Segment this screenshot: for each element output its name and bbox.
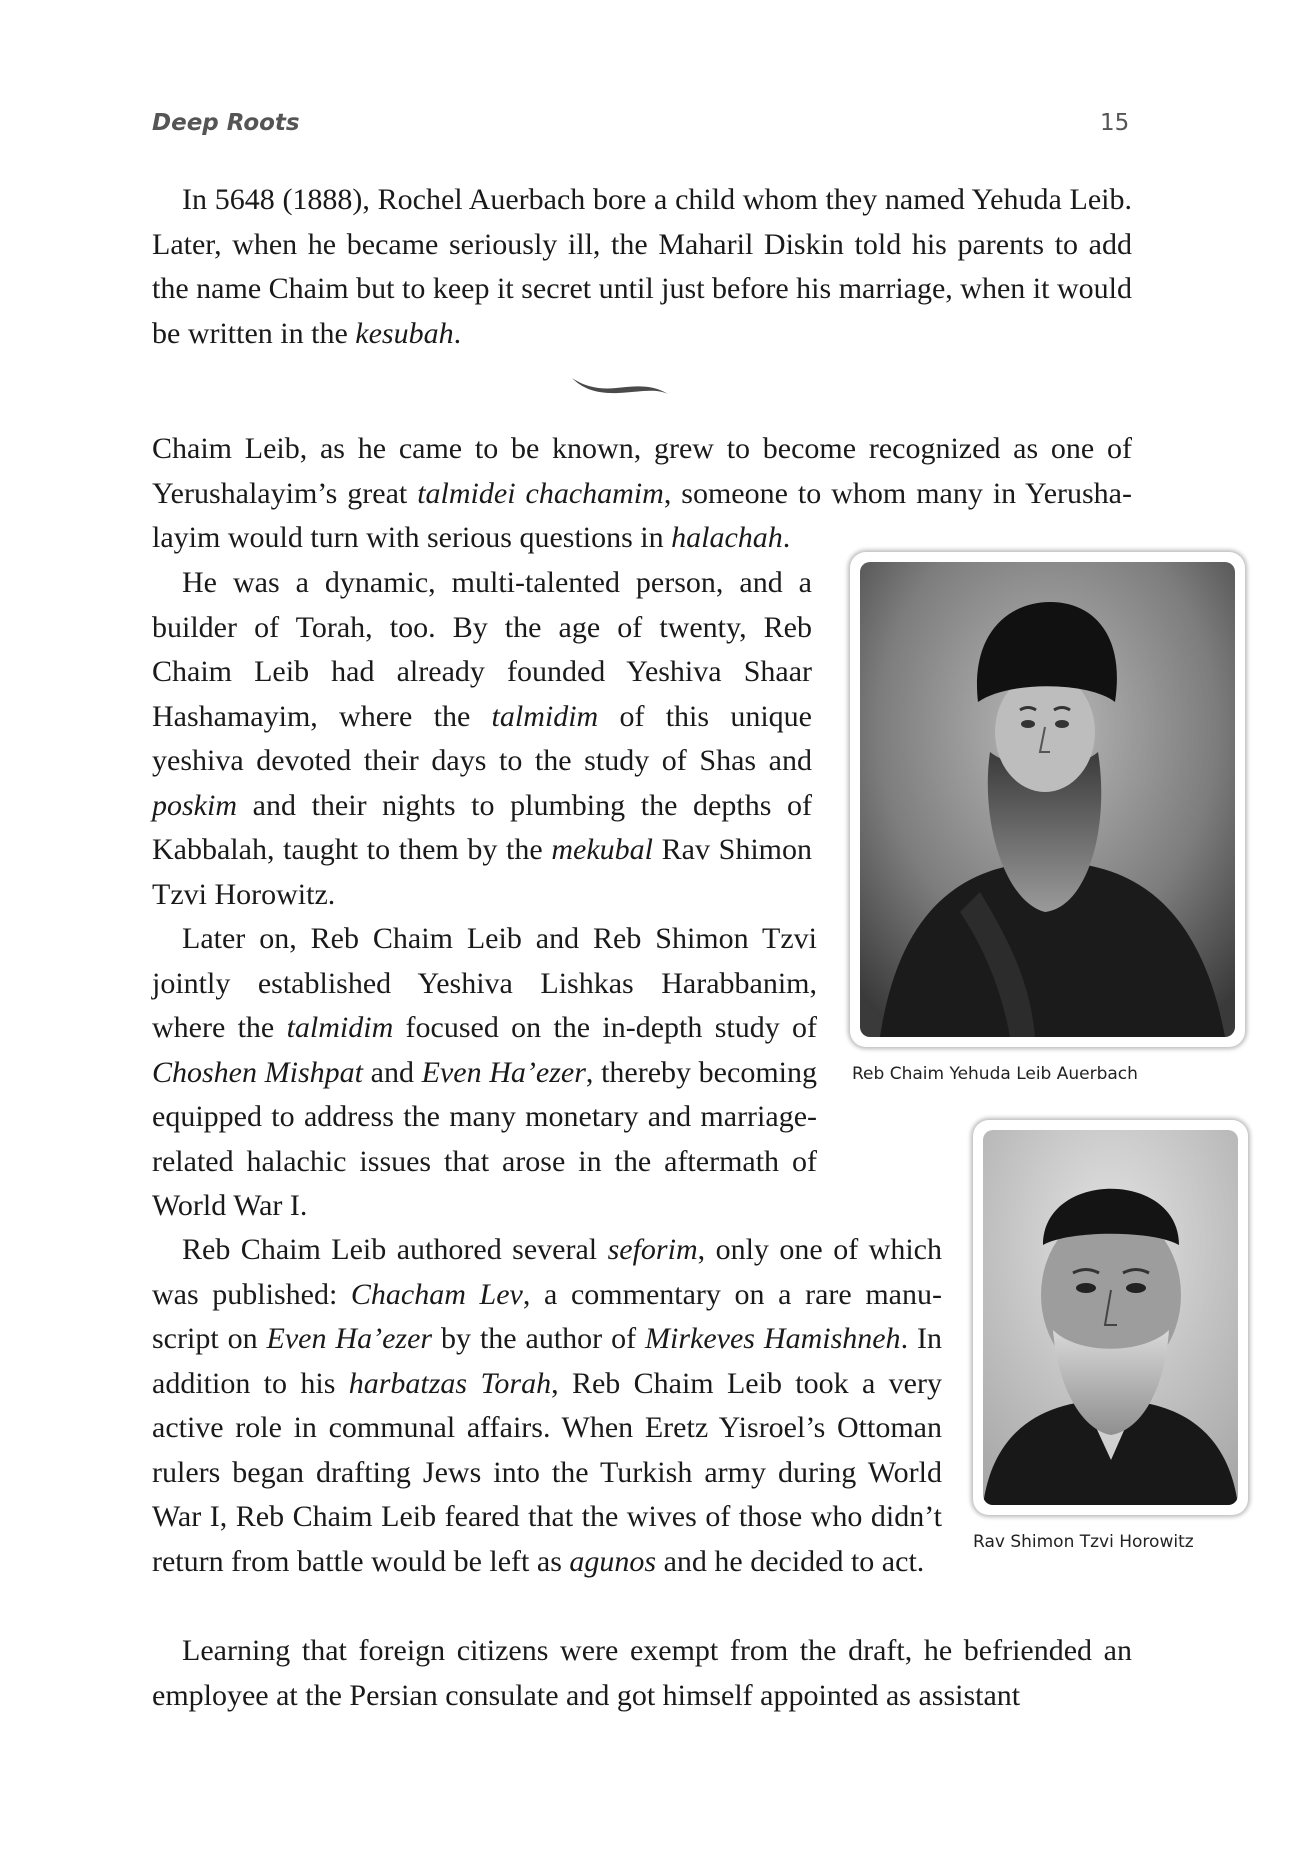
italic-term: agunos (569, 1544, 657, 1578)
paragraph-1: In 5648 (1888), Rochel Auerbach bore a child whom they named Yehuda Leib. Later, when he became seriously ill, the Maharil Diskin told his parents to add the name Chaim but to keep it secret until just before his marriage, when it would be written in the kesubah. (152, 183, 1132, 350)
photo-caption-horowitz: Rav Shimon Tzvi Horowitz (973, 1532, 1194, 1552)
italic-term: harbatzas Torah (348, 1366, 552, 1400)
italic-term: Even Ha’ezer (421, 1055, 586, 1089)
italic-term: kesubah (355, 316, 454, 350)
italic-term: seforim (607, 1233, 698, 1266)
paragraph-4: Later on, Reb Chaim Leib and Reb Shimon Tzvi jointly established Yeshiva Lishkas Harabbanim, where the talmidim focused on the in-depth study of Choshen Mishpat and Even Ha’ezer, thereby becoming equipped to address the many monetary and marriage-related halachic issues that arose in the aftermath of World War I. (152, 922, 818, 1222)
photo-frame-auerbach (850, 552, 1245, 1047)
italic-term: Choshen Mishpat (152, 1055, 363, 1089)
paragraph-2: Chaim Leib, as he came to be known, grew to become recognized as one of Yerushalayim’s great talmidei chachamim, someone to whom many in Yerushalayim would turn with serious questions in halachah. (152, 432, 1132, 554)
photo-frame-horowitz (973, 1120, 1248, 1515)
italic-term: talmidim (491, 699, 599, 733)
ornament-swash-icon (570, 372, 670, 400)
running-head: Deep Roots (152, 110, 300, 136)
italic-term: Even Ha’ezer (266, 1322, 433, 1355)
photo-caption-auerbach: Reb Chaim Yehuda Leib Auerbach (852, 1064, 1138, 1084)
italic-term: Chacham Lev (350, 1277, 523, 1311)
italic-term: talmidei chachamim (417, 476, 664, 510)
italic-term: halachah (671, 521, 783, 554)
italic-term: mekubal (551, 833, 653, 866)
paragraph-6: Learning that foreign citizens were exempt from the draft, he befriended an employee at the Persian consulate and got himself appointed as assistant (152, 1634, 1132, 1712)
page-number: 15 (1100, 110, 1130, 136)
italic-term: Mirkeves Hamishneh (645, 1322, 901, 1355)
paragraph-5: Reb Chaim Leib authored several seforim, only one of which was published: Chacham Lev, a commentary on a rare manuscript on Even Ha’ezer by the author of Mirkeves Hamishneh. In addition to his harbatzas Torah, Reb Chaim Leib took a very active role in communal affairs. When Eretz Yisroel’s Ottoman rulers began drafting Jews into the Turkish army during World War I, Reb Chaim Leib feared that the wives of those who didn’t return from battle would be left as agunos and he decided to act. (152, 1233, 943, 1578)
italic-term: talmidim (286, 1011, 394, 1044)
portrait-photo-auerbach (860, 562, 1235, 1037)
italic-term: poskim (152, 788, 237, 822)
paragraph-3: He was a dynamic, multi-talented person, and a builder of Torah, too. By the age of twenty, Reb Chaim Leib had already founded Yeshiva Shaar Hashamayim, where the talmidim of this unique yeshiva devoted their days to the study of Shas and poskim and their nights to plumbing the depths of Kabbalah, taught to them by the mekubal Rav Shimon Tzvi Horowitz. (152, 566, 812, 911)
portrait-photo-horowitz (983, 1130, 1238, 1505)
